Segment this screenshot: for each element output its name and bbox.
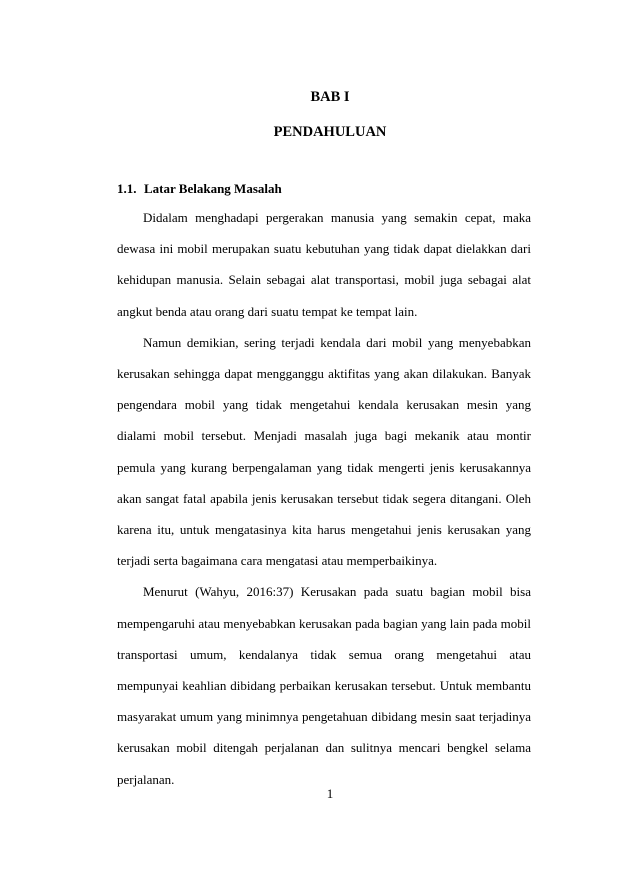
- paragraph-2: Namun demikian, sering terjadi kendala dari mobil yang menyebabkan kerusakan sehingga dapat mengganggu aktifitas yang akan dilakukan. Banyak pengendara mobil yang tidak mengetahui kendala kerusakan mesin yang dialami mobil tersebut. Menjadi masalah juga bagi mekanik atau montir pemula yang kurang berpengalaman yang tidak mengerti jenis kerusakannya akan sangat fatal apabila jenis kerusakan tersebut tidak segera ditangani. Oleh karena itu, untuk mengatasinya kita harus mengetahui jenis kerusakan yang terjadi serta bagaimana cara mengatasi atau memperbaikinya.: [117, 334, 531, 569]
- chapter-title: PENDAHULUAN: [273, 124, 387, 140]
- chapter-number: BAB I: [310, 89, 350, 105]
- section-title: Latar Belakang Masalah: [144, 181, 282, 196]
- paragraph-1: Didalam menghadapi pergerakan manusia yang semakin cepat, maka dewasa ini mobil merupakan suatu kebutuhan yang tidak dapat dielakkan dari kehidupan manusia. Selain sebagai alat transportasi, mobil juga sebagai alat angkut benda atau orang dari suatu tempat ke tempat lain.: [117, 210, 531, 319]
- page-number: 1: [326, 786, 334, 801]
- body-text: [117, 202, 531, 795]
- section-heading: [117, 181, 282, 197]
- section-number: 1.1.: [117, 181, 137, 196]
- paragraph-3: Menurut (Wahyu, 2016:37) Kerusakan pada suatu bagian mobil bisa mempengaruhi atau menyebabkan kerusakan pada bagian yang lain pada mobil transportasi umum, kendalanya tidak semua orang mengetahui atau mempunyai keahlian dibidang perbaikan kerusakan tersebut. Untuk membantu masyarakat umum yang minimnya pengetahuan dibidang mesin saat terjadinya kerusakan mobil ditengah perjalanan dan sulitnya mencari bengkel selama perjalanan.: [117, 584, 531, 787]
